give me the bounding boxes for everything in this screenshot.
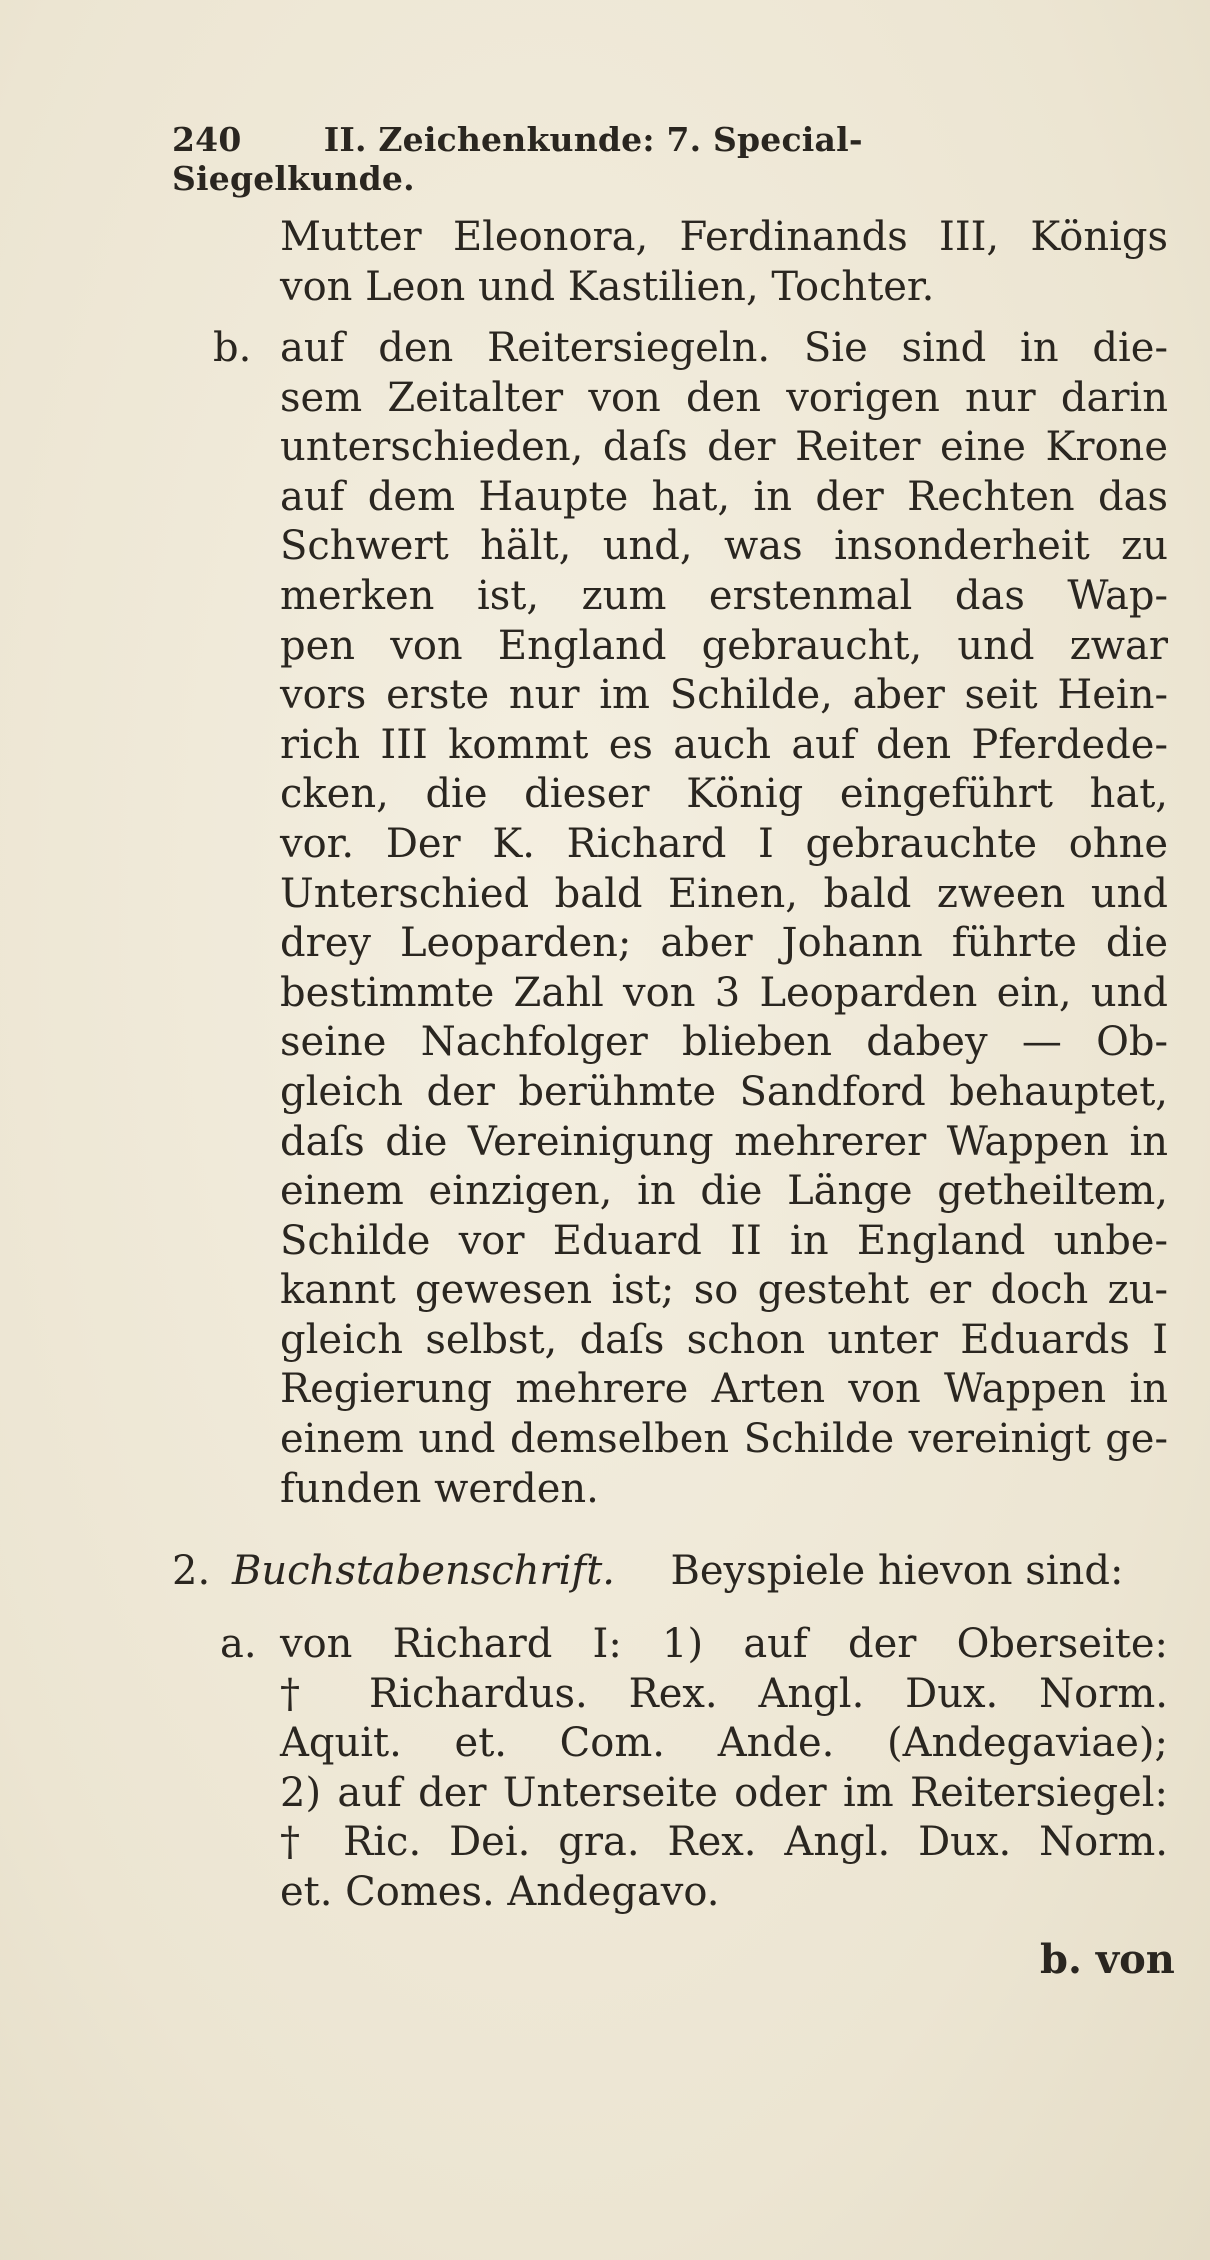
text-line: daſs die Vereinigung mehrerer Wappen in — [280, 1118, 1168, 1165]
text-line: cken, die dieser König eingeführt hat, — [280, 771, 1168, 818]
paragraph-b — [280, 324, 1168, 1514]
section-heading: Buchstabenschrift. — [232, 1548, 616, 1594]
continuation-paragraph — [280, 213, 1168, 312]
text-line: pen von England gebraucht, und zwar — [280, 622, 1168, 669]
text-line: Aquit. et. Com. Ande. (Andegaviae); — [280, 1720, 1168, 1767]
text-line: Regierung mehrere Arten von Wappen in — [280, 1366, 1168, 1413]
text-line: unterschieden, daſs der Reiter eine Krone — [280, 424, 1168, 471]
text-line: Schilde vor Eduard II in England unbe- — [280, 1217, 1168, 1264]
text-line: et. Comes. Andegavo. — [280, 1868, 720, 1915]
text-line: seine Nachfolger blieben dabey — Ob- — [280, 1019, 1168, 1066]
text-line: bestimmte Zahl von 3 Leoparden ein, und — [280, 969, 1168, 1016]
running-title: II. Zeichenkunde: 7. Special-Siegelkunde. — [172, 120, 863, 198]
item-label-a: a. — [220, 1621, 257, 1667]
text-line: vors erste nur im Schilde, aber seit Hein- — [280, 672, 1168, 719]
text-line: Schwert hält, und, was insonderheit zu — [280, 523, 1168, 570]
page-number: 240 — [172, 120, 242, 159]
text-line: gleich der berühmte Sandford behauptet, — [280, 1068, 1168, 1115]
section-intro: Beyspiele hievon sind: — [670, 1548, 1124, 1594]
text-line: drey Leoparden; aber Johann führte die — [280, 920, 1168, 967]
text-line: kannt gewesen ist; so gesteht er doch zu- — [280, 1267, 1168, 1314]
text-line: gleich selbst, daſs schon unter Eduards I — [280, 1316, 1168, 1363]
text-line — [232, 1547, 1168, 1597]
text-line: rich III kommt es auch auf den Pferdede- — [280, 721, 1168, 768]
running-header — [172, 120, 1052, 198]
catchword: b. von — [1040, 1936, 1175, 1983]
paragraph-a — [280, 1620, 1168, 1918]
text-line: Unterschied bald Einen, bald zween und — [280, 870, 1168, 917]
text-line: auf dem Haupte hat, in der Rechten das — [280, 473, 1168, 520]
text-line: merken ist, zum erstenmal das Wap- — [280, 572, 1168, 619]
text-line: auf den Reitersiegeln. Sie sind in die- — [280, 325, 1168, 371]
text-line: funden werden. — [280, 1465, 599, 1512]
text-line: vor. Der K. Richard I gebrauchte ohne — [280, 820, 1168, 867]
section-heading-line — [232, 1547, 1168, 1597]
text-line: sem Zeitalter von den vorigen nur darin — [280, 374, 1168, 421]
item-label-b: b. — [213, 325, 252, 371]
text-line: einem und demselben Schilde vereinigt ge- — [280, 1416, 1168, 1463]
text-line: von Leon und Kastilien, Tochter. — [280, 263, 935, 310]
section-number: 2. — [172, 1548, 211, 1594]
text-line: † Richardus. Rex. Angl. Dux. Norm. — [280, 1670, 1168, 1717]
text-line: Mutter Eleonora, Ferdinands III, Königs — [280, 214, 1168, 260]
text-line: 2) auf der Unterseite oder im Reitersiegel: — [280, 1769, 1168, 1816]
text-line: von Richard I: 1) auf der Oberseite: — [280, 1621, 1168, 1667]
text-line: † Ric. Dei. gra. Rex. Angl. Dux. Norm. — [280, 1819, 1168, 1866]
text-line: einem einzigen, in die Länge getheiltem, — [280, 1168, 1168, 1215]
